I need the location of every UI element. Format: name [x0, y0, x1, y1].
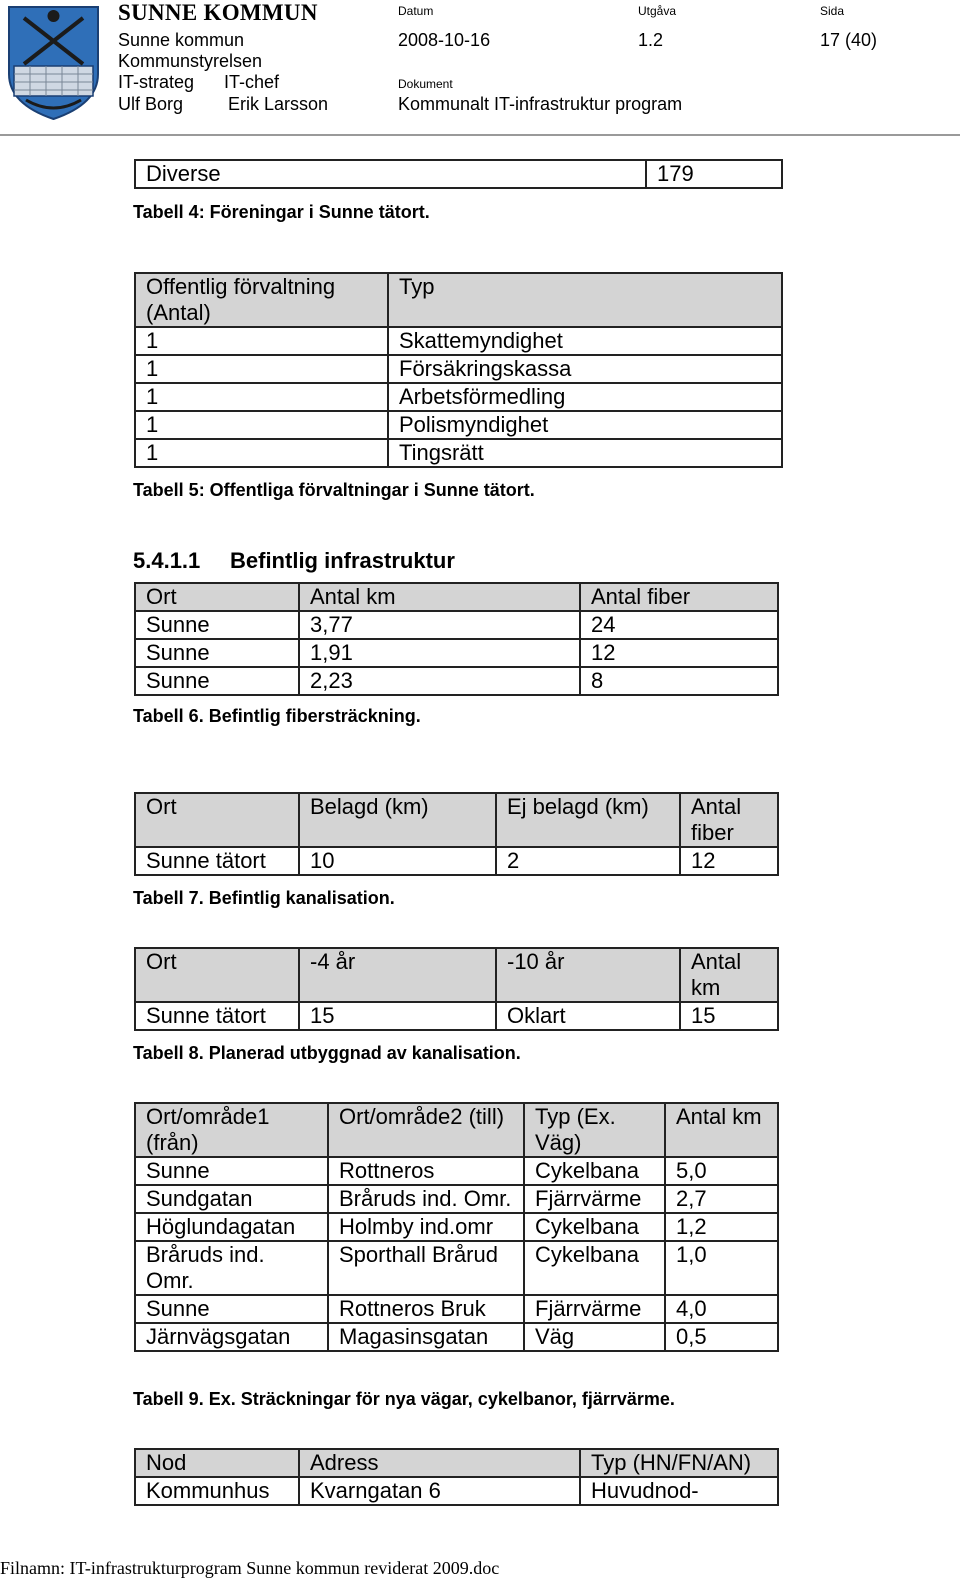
table-foreningar	[134, 159, 783, 189]
table-offentlig-forvaltning	[134, 272, 783, 468]
document-date: 2008-10-16	[398, 30, 491, 50]
table-7-caption: Tabell 7. Befintlig kanalisation.	[133, 888, 395, 908]
table-header-row	[135, 273, 782, 327]
table-cell: Cykelbana	[524, 1157, 665, 1185]
table-header-row	[135, 1449, 778, 1477]
table-row	[135, 1002, 778, 1030]
table-5-caption: Tabell 5: Offentliga förvaltningar i Sunne tätort.	[133, 480, 535, 500]
table-cell: 1	[135, 327, 388, 355]
table-header-cell: Ort/område2 (till)	[328, 1103, 524, 1157]
table-header-row	[135, 793, 778, 847]
table-cell: Sunne	[135, 1157, 328, 1185]
table-cell: Sunne	[135, 1295, 328, 1323]
table-header-cell: Antal fiber	[680, 793, 778, 847]
table-header-cell: Antal fiber	[580, 583, 778, 611]
header-divider	[0, 134, 960, 136]
table-cell: 12	[680, 847, 778, 875]
table-header-cell: Ort	[135, 583, 299, 611]
table-header-cell: Antal km	[299, 583, 580, 611]
version-label: Utgåva	[638, 4, 677, 18]
table-cell: 1,2	[665, 1213, 778, 1241]
table-row	[135, 1157, 778, 1185]
page-number: 17 (40)	[820, 30, 878, 50]
table-header-cell: Antal km	[680, 948, 778, 1002]
organization-title: SUNNE KOMMUN	[118, 0, 318, 25]
table-cell: Bråruds ind. Omr.	[135, 1241, 328, 1295]
table-cell: Sunne tätort	[135, 847, 299, 875]
table-header-cell: Nod	[135, 1449, 299, 1477]
table-cell: Kvarngatan 6	[299, 1477, 580, 1505]
table-cell: Sunne	[135, 611, 299, 639]
table-cell: 1	[135, 383, 388, 411]
document-title: Kommunalt IT-infrastruktur program	[398, 94, 683, 114]
table-fiberstrackning	[134, 582, 779, 696]
table-cell: Försäkringskassa	[388, 355, 782, 383]
table-row	[135, 327, 782, 355]
author-name: Ulf Borg	[118, 94, 184, 114]
document-label: Dokument	[398, 77, 453, 91]
table-header-cell: Belagd (km)	[299, 793, 496, 847]
table-cell: 1,91	[299, 639, 580, 667]
table-row	[135, 611, 778, 639]
table-cell: Sporthall Brårud	[328, 1241, 524, 1295]
page-label: Sida	[820, 4, 845, 18]
table-cell: Höglundagatan	[135, 1213, 328, 1241]
section-title: Befintlig infrastruktur	[230, 548, 455, 573]
table-header-cell: Typ	[388, 273, 782, 327]
table-header-cell: Ort/område1 (från)	[135, 1103, 328, 1157]
table-cell: Kommunhus	[135, 1477, 299, 1505]
table-header-cell: Typ (HN/FN/AN)	[580, 1449, 778, 1477]
table-cell: Skattemyndighet	[388, 327, 782, 355]
table-cell: Fjärrvärme	[524, 1185, 665, 1213]
table-cell: 1	[135, 411, 388, 439]
table-cell: 1	[135, 355, 388, 383]
table-cell: Sunne	[135, 639, 299, 667]
date-label: Datum	[398, 4, 434, 18]
municipal-crest-logo	[6, 4, 101, 122]
table-header-row	[135, 583, 778, 611]
table-row	[135, 439, 782, 467]
table-cell: Rottneros	[328, 1157, 524, 1185]
table-header-cell: -4 år	[299, 948, 496, 1002]
table-row	[135, 667, 778, 695]
table-cell: 15	[299, 1002, 496, 1030]
table-cell: Oklart	[496, 1002, 680, 1030]
table-row	[135, 1241, 778, 1295]
org-line-1: Sunne kommun	[118, 30, 245, 50]
table-9-caption: Tabell 9. Ex. Sträckningar för nya vägar, cykelbanor, fjärrvärme.	[133, 1389, 675, 1409]
table-cell: 15	[680, 1002, 778, 1030]
table-cell: Sunne tätort	[135, 1002, 299, 1030]
table-cell: Fjärrvärme	[524, 1295, 665, 1323]
table-cell: 2,7	[665, 1185, 778, 1213]
table-row	[135, 1477, 778, 1505]
org-line-2: Kommunstyrelsen	[118, 51, 263, 71]
document-version: 1.2	[638, 30, 664, 50]
table-header-cell: Ej belagd (km)	[496, 793, 680, 847]
table-header-cell: Ort	[135, 793, 299, 847]
table-cell: 0,5	[665, 1323, 778, 1351]
table-cell: 2	[496, 847, 680, 875]
table-row	[135, 1295, 778, 1323]
section-heading	[133, 548, 455, 574]
table-cell: Cykelbana	[524, 1213, 665, 1241]
table-cell: Sunne	[135, 667, 299, 695]
table-planerad-kanalisation	[134, 947, 779, 1031]
table-header-row	[135, 1103, 778, 1157]
table-header-cell: Offentlig förvaltning (Antal)	[135, 273, 388, 327]
table-row	[135, 411, 782, 439]
table-header-cell: Ort	[135, 948, 299, 1002]
table-6-caption: Tabell 6. Befintlig fibersträckning.	[133, 706, 421, 726]
table-strackningar	[134, 1102, 779, 1352]
table-cell: 3,77	[299, 611, 580, 639]
table-row	[135, 160, 782, 188]
table-cell: 10	[299, 847, 496, 875]
table-header-cell: -10 år	[496, 948, 680, 1002]
table-row	[135, 639, 778, 667]
table-cell: Väg	[524, 1323, 665, 1351]
table-cell: 2,23	[299, 667, 580, 695]
table-cell: Holmby ind.omr	[328, 1213, 524, 1241]
table-row	[135, 1185, 778, 1213]
table-row	[135, 355, 782, 383]
table-cell: 4,0	[665, 1295, 778, 1323]
table-cell: 179	[646, 160, 782, 188]
table-cell: 8	[580, 667, 778, 695]
author-title: IT-strateg	[118, 72, 195, 92]
table-cell: 5,0	[665, 1157, 778, 1185]
table-cell: 1,0	[665, 1241, 778, 1295]
table-row	[135, 847, 778, 875]
table-header-cell: Antal km	[665, 1103, 778, 1157]
table-cell: Arbetsförmedling	[388, 383, 782, 411]
table-header-cell: Typ (Ex. Väg)	[524, 1103, 665, 1157]
approver-title: IT-chef	[224, 72, 280, 92]
table-cell: Magasinsgatan	[328, 1323, 524, 1351]
table-cell: Bråruds ind. Omr.	[328, 1185, 524, 1213]
table-cell: Diverse	[135, 160, 646, 188]
table-4-caption: Tabell 4: Föreningar i Sunne tätort.	[133, 202, 430, 222]
table-noder	[134, 1448, 779, 1506]
table-cell: Cykelbana	[524, 1241, 665, 1295]
table-cell: 12	[580, 639, 778, 667]
table-cell: Järnvägsgatan	[135, 1323, 328, 1351]
table-cell: Polismyndighet	[388, 411, 782, 439]
table-cell: Huvudnod-	[580, 1477, 778, 1505]
table-befintlig-kanalisation	[134, 792, 779, 876]
table-8-caption: Tabell 8. Planerad utbyggnad av kanalisation.	[133, 1043, 521, 1063]
table-cell: Tingsrätt	[388, 439, 782, 467]
section-number: 5.4.1.1	[133, 548, 201, 573]
table-cell: Sundgatan	[135, 1185, 328, 1213]
table-header-cell: Adress	[299, 1449, 580, 1477]
footer-filename: Filnamn: IT-infrastrukturprogram Sunne kommun reviderat 2009.doc	[0, 1558, 500, 1578]
table-row	[135, 1323, 778, 1351]
table-cell: Rottneros Bruk	[328, 1295, 524, 1323]
table-row	[135, 383, 782, 411]
table-row	[135, 1213, 778, 1241]
table-cell: 24	[580, 611, 778, 639]
table-cell: 1	[135, 439, 388, 467]
approver-name: Erik Larsson	[228, 94, 329, 114]
table-header-row	[135, 948, 778, 1002]
